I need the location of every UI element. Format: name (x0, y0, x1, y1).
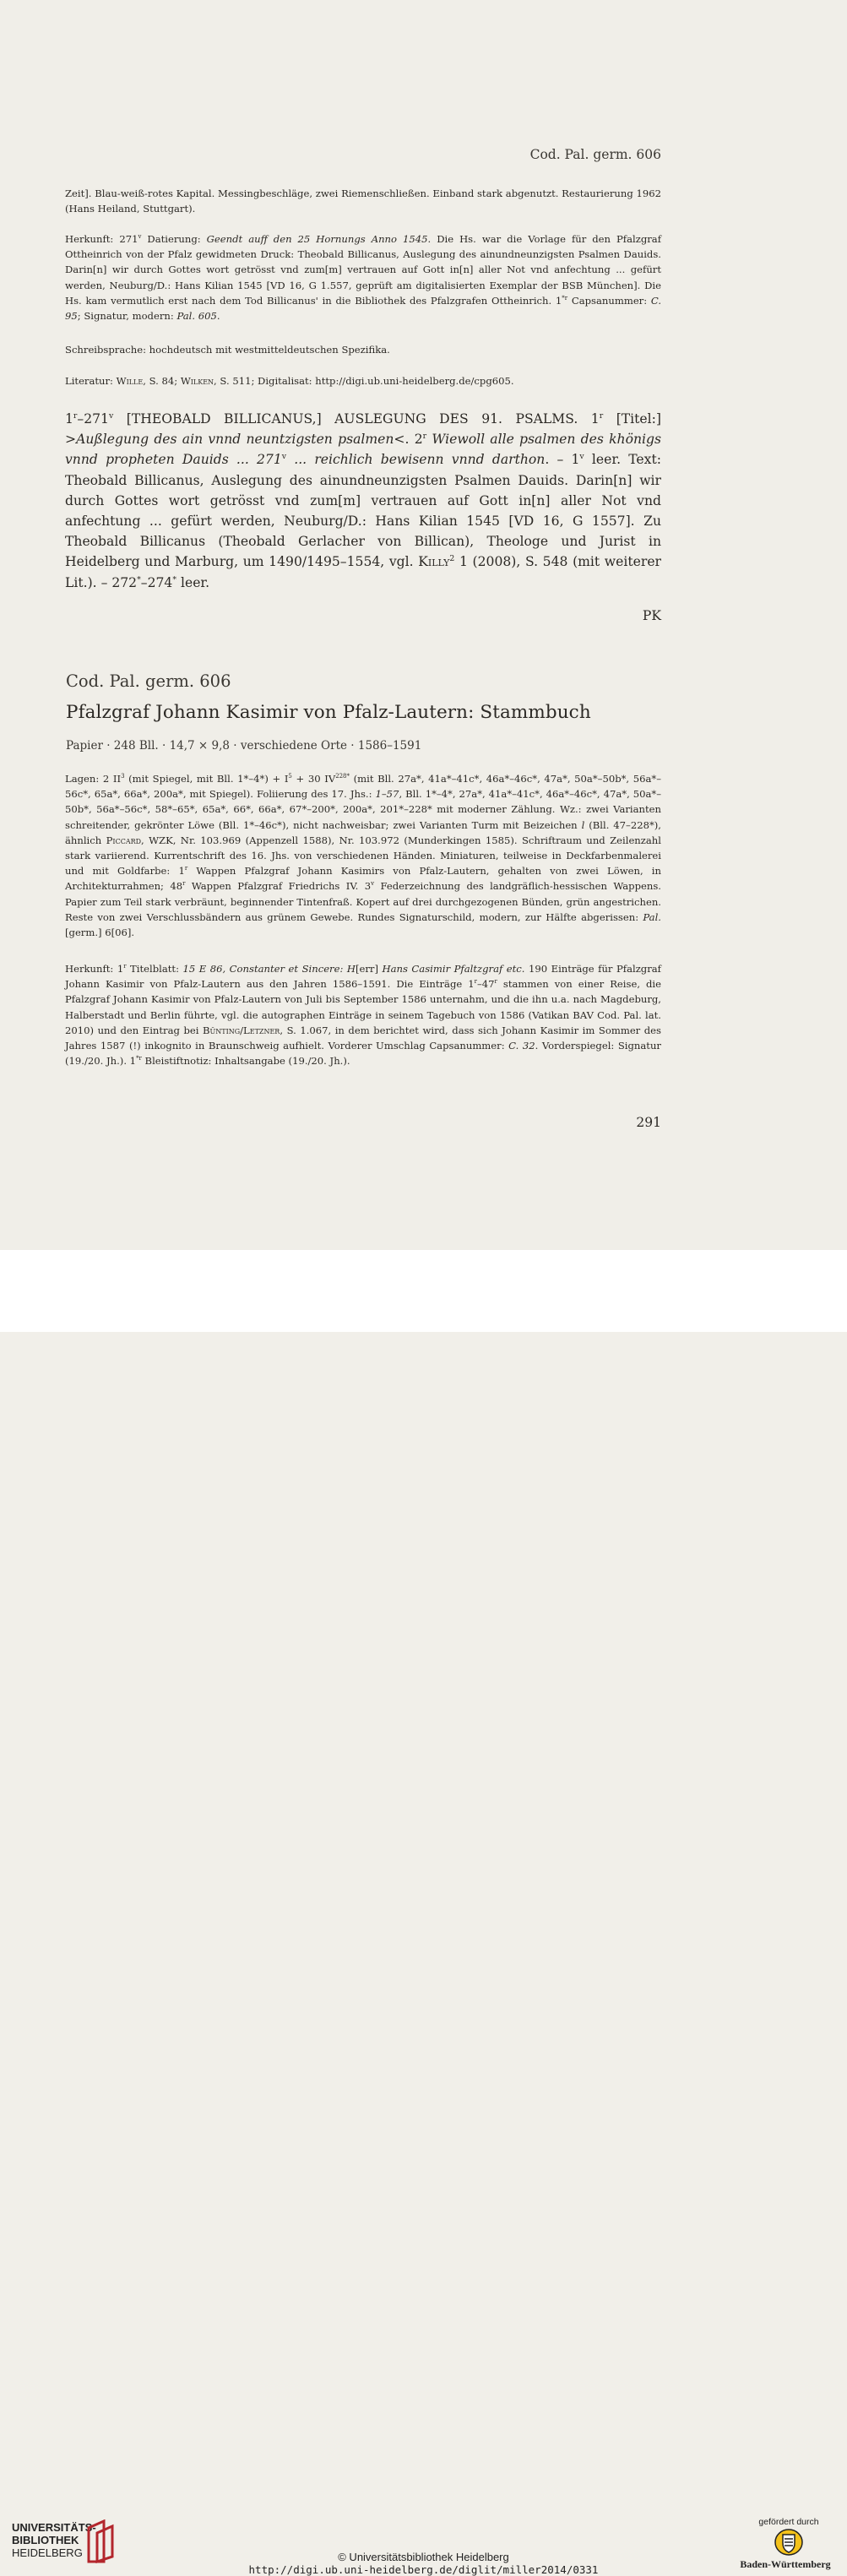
page-number: 291 (636, 1115, 661, 1130)
language-text: Schreibsprache: hochdeutsch mit westmitteldeutschen Spezifika. (65, 344, 390, 356)
provenance-text-606: Herkunft: 1$^r$ Titelblatt: 15 E 86, Constanter et Sincere: H[err] Hans Casimir Pfaltzgraf etc. 190 Einträge für Pfalzgraf Johann Kasimir von Pfalz-Lautern aus den Jahren 1586–1591. Die Einträge 1$^r$–47$^r$ stammen von einer Reise, die Pfalzgraf Johann Kasimir von Pfalz-Lautern von Juli bis September 1586 unternahm, und die ihn u.a. nach Magdeburg, Halberstadt und Berlin führte, vgl. die autographen Einträge in seinem Tagebuch von 1586 (Vatikan BAV Cod. Pal. lat. 2010) und den Eintrag bei Bünting/Letzner, S. 1.067, in dem berichtet wird, dass sich Johann Kasimir im Sommer des Jahres 1587 (!) inkognito in Braunschweig aufhielt. Vorderer Umschlag Capsanummer: C. 32. Vorderspiegel: Signatur (19./20. Jh.). 1$^{*r}$ Bleistiftnotiz: Inhaltsangabe (19./20. Jh.). (65, 963, 662, 1068)
codicology-paragraph (65, 771, 661, 940)
binding-paragraph (65, 186, 661, 216)
literature-text: Literatur: Wille, S. 84; Wilken, S. 511; Digitalisat: http://digi.ub.uni-heidelberg.de/cpg605. (65, 375, 514, 387)
provenance-text: Herkunft: 271$^v$ Datierung: Geendt auff den 25 Hornungs Anno 1545. Die Hs. war die Vorlage für den Pfalzgraf Ottheinrich von der Pfalz gewidmeten Druck: Theobald Billicanus, Auslegung des ainundneunzigsten Psalmen Dauids. Darin[n] wir durch Gottes wort getrösst vnd zum[m] vertrauen auf Gott in[n] aller Not vnd anfechtung ... gefürt werden, Neuburg/D.: Hans Kilian 1545 [VD 16, G 1.557, geprüft am digitalisierten Exemplar der BSB München]. Die Hs. kam vermutlich erst nach dem Tod Billicanus' in die Bibliothek des Pfalzgrafen Ottheinrich. 1$^{*r}$ Capsanummer: C. 95; Signatur, modern: Pal. 605. (65, 233, 662, 323)
provenance-paragraph (65, 231, 661, 323)
provenance-paragraph-606 (65, 961, 661, 1068)
entry-title: Pfalzgraf Johann Kasimir von Pfalz-Lautern: Stammbuch (66, 702, 591, 723)
library-logo-line2: BIBLIOTHEK (12, 2534, 79, 2546)
funder-name: Baden-Württemberg (740, 2558, 831, 2570)
running-head: Cod. Pal. germ. 606 (529, 147, 661, 162)
content-description (65, 409, 661, 593)
shelfmark-heading: Cod. Pal. germ. 606 (66, 671, 231, 691)
library-logo-line1: UNIVERSITÄTS- (12, 2521, 96, 2534)
entry-metadata: Papier · 248 Bll. · 14,7 × 9,8 · verschiedene Orte · 1586–1591 (66, 739, 422, 753)
library-logo-line3: HEIDELBERG (12, 2546, 83, 2559)
literature-paragraph (65, 373, 661, 389)
funding-label: gefördert durch (758, 2517, 819, 2527)
codicology-text: Lagen: 2 $II^3$ (mit Spiegel, mit Bll. $1*-4*) + I^5 + 30$ $IV^{228*}$ (mit Bll. 27a*, 41a*–41c*, 46a*–46c*, 47a*, 50a*–50b*, 56a*–56c*, 65a*, 66a*, 200a*, mit Spiegel). Foliierung des 17. Jhs.: 1–57, Bll. 1*–4*, 27a*, 41a*–41c*, 46a*–46c*, 47a*, 50a*–50b*, 56a*–56c*, 58*–65*, 65a*, 66*, 66a*, 67*–200*, 200a*, 201*–228* mit moderner Zählung. Wz.: zwei Varianten schreitender, gekrönter Löwe (Bll. 1*–46c*), nicht nachweisbar; zwei Varianten Turm mit Beizeichen l (Bll. 47–228*), ähnlich Piccard, WZK, Nr. 103.969 (Appenzell 1588), Nr. 103.972 (Munderkingen 1585). Schriftraum und Zeilenzahl stark variierend. Kurrentschrift des 16. Jhs. von verschiedenen Händen. Miniaturen, teilweise in Deckfarbenmalerei und mit Goldfarbe: 1$^r$ Wappen Pfalzgraf Johann Kasimirs von Pfalz-Lautern, gehalten von zwei Löwen, in Architekturrahmen; 48$^r$ Wappen Pfalzgraf Friedrichs IV. 3$^v$ Federzeichnung des landgräflich-hessischen Wappens. Papier zum Teil stark verbräunt, beginnender Tintenfraß. Kopert auf drei durchgezogenen Bünden, grün angestrichen. Reste von zwei Verschlussbändern aus grünem Gewebe. Rundes Signaturschild, modern, zur Hälfte abgerissen: Pal. [germ.] 6[06]. (65, 773, 661, 939)
language-paragraph (65, 342, 661, 357)
binding-text: Zeit]. Blau-weiß-rotes Kapital. Messingbeschläge, zwei Riemenschließen. Einband stark abgenutzt. Restaurierung 1962 (Hans Heiland, Stuttgart). (65, 187, 661, 215)
viewer-footer (0, 1250, 847, 2576)
content-text: 1$^r$–271$^v$ [THEOBALD BILLICANUS,] AUSLEGUNG DES 91. PSALMS. 1$^r$ [Titel:] >Außlegung des ain vnnd neuntzigsten psalmen<. 2$^r$ Wiewoll alle psalmen des khönigs vnnd propheten Dauids ... 271$^v$ ... reichlich bewisenn vnnd darthon. – 1$^v$ leer. Text: Theobald Billicanus, Auslegung des ainundneunzigsten Psalmen Dauids. Darin[n] wir durch Gottes wort getrösst vnd zum[m] vertrauen auf Gott in[n] aller Not vnd anfechtung ... gefürt werden, Neuburg/D.: Hans Kilian 1545 [VD 16, G 1557]. Zu Theobald Billicanus (Theobald Gerlacher von Billican), Theologe und Jurist in Heidelberg und Marburg, um 1490/1495–1554, vgl. Killy$^2$ 1 (2008), S. 548 (mit weiterer Lit.). – 272*–274* leer. (65, 410, 662, 590)
scanned-page (0, 0, 847, 1250)
copyright-notice: © Universitätsbibliothek Heidelberg (338, 2551, 509, 2563)
state-coat-of-arms-icon (774, 2527, 804, 2557)
author-initials: PK (642, 608, 661, 623)
permalink[interactable]: http://digi.ub.uni-heidelberg.de/diglit/miller2014/0331 (248, 2563, 599, 2576)
